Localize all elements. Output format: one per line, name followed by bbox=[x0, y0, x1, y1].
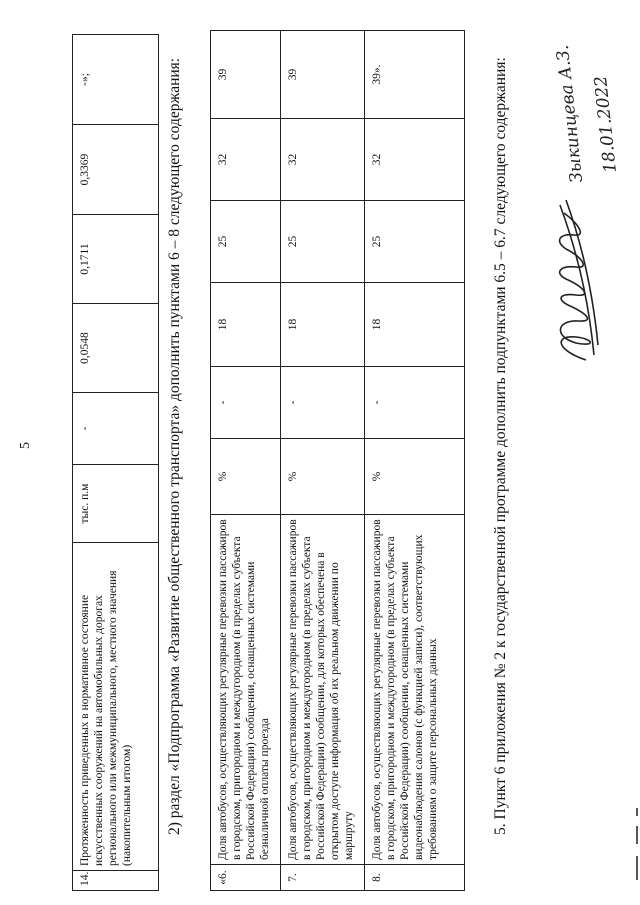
value-cell: - bbox=[211, 367, 281, 439]
value-cell: 0,3369 bbox=[73, 125, 159, 215]
value-cell: -»; bbox=[73, 35, 159, 125]
paragraph-2: 2) раздел «Подпрограмма «Развитие общественного транспорта» дополнить пунктами 6 – 8 следующего содержания: bbox=[166, 57, 183, 835]
table-row bbox=[281, 31, 365, 891]
handwritten-name: Зыкинцева А.З. bbox=[552, 43, 588, 184]
scan-edge-mark bbox=[636, 856, 638, 880]
table-row bbox=[211, 31, 281, 891]
value-cell: 0,1711 bbox=[73, 215, 159, 304]
bottom-table bbox=[210, 30, 465, 891]
scan-edge-mark bbox=[636, 826, 638, 844]
unit-cell: % bbox=[365, 439, 465, 515]
row-number: 8. bbox=[365, 865, 465, 891]
unit-cell: % bbox=[281, 439, 365, 515]
value-cell: 39 bbox=[281, 31, 365, 119]
value-cell: 25 bbox=[211, 201, 281, 283]
indicator-name: Доля автобусов, осуществляющих регулярные перевозки пассажиров в городском, пригородном и междугородном (в пределах субъекта Российской Федерации) сообщении, для которых обеспечена в открытом доступе информация об их реальном движении по маршруту bbox=[281, 515, 365, 865]
value-cell: - bbox=[365, 367, 465, 439]
unit-cell: тыс. п.м bbox=[73, 465, 159, 543]
indicator-name: Протяженность приведенных в нормативное состояние искусственных сооружений на автомобильных дорогах регионального или межмуниципального, местного значения (накопительным итогом) bbox=[73, 543, 159, 871]
handwritten-date: 18.01.2022 bbox=[590, 74, 622, 174]
value-cell: - bbox=[281, 367, 365, 439]
value-cell: 32 bbox=[365, 119, 465, 201]
table-row bbox=[73, 35, 159, 891]
value-cell: 39 bbox=[211, 31, 281, 119]
row-number: 14. bbox=[73, 871, 159, 891]
value-cell: 18 bbox=[211, 283, 281, 367]
indicator-name: Доля автобусов, осуществляющих регулярные перевозки пассажиров в городском, пригородном и междугородном (в пределах субъекта Российской Федерации) сообщении, оснащенных системами безналичной оплаты проезда bbox=[211, 515, 281, 865]
value-cell: 18 bbox=[365, 283, 465, 367]
value-cell: 25 bbox=[281, 201, 365, 283]
row-number: 7. bbox=[281, 865, 365, 891]
value-cell: 39». bbox=[365, 31, 465, 119]
value-cell: 25 bbox=[365, 201, 465, 283]
row-number: «6. bbox=[211, 865, 281, 891]
indicator-name: Доля автобусов, осуществляющих регулярные перевозки пассажиров в городском, пригородном и междугородном (в пределах субъекта Российской Федерации) сообщении, оснащенных системами видеонаблюдения салонов (с функцией записи), соответствующих требованиям о защите персональных данных bbox=[365, 515, 465, 865]
table-row bbox=[365, 31, 465, 891]
value-cell: 32 bbox=[281, 119, 365, 201]
value-cell: 32 bbox=[211, 119, 281, 201]
page-number: 5 bbox=[18, 442, 33, 449]
scan-edge-mark bbox=[636, 808, 638, 816]
value-cell: 0,0548 bbox=[73, 304, 159, 393]
value-cell: 18 bbox=[281, 283, 365, 367]
unit-cell: % bbox=[211, 439, 281, 515]
signature bbox=[546, 195, 606, 365]
paragraph-5: 5. Пункт 6 приложения № 2 к государственной программе дополнить подпунктами 6.5 – 6.7 следующего содержания: bbox=[492, 57, 509, 835]
value-cell: - bbox=[73, 393, 159, 465]
top-table bbox=[72, 34, 159, 891]
